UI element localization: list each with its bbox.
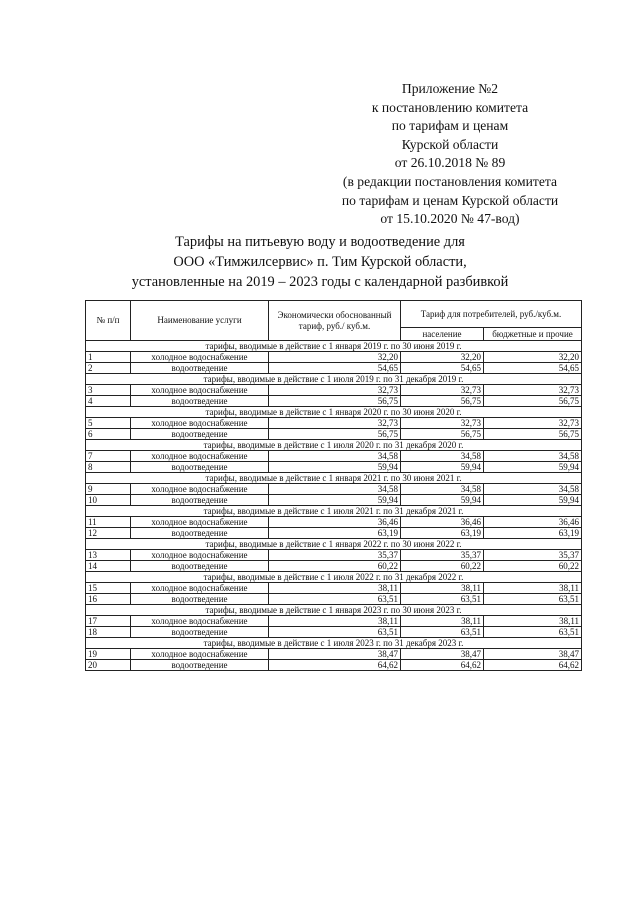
header-number: № п/п — [86, 301, 131, 341]
population-tariff-value: 64,62 — [401, 660, 484, 671]
period-row — [86, 506, 582, 517]
population-tariff-value: 36,46 — [401, 517, 484, 528]
budget-tariff-value: 32,73 — [484, 385, 582, 396]
row-number: 15 — [86, 583, 131, 594]
period-row — [86, 440, 582, 451]
budget-tariff-value: 36,46 — [484, 517, 582, 528]
table-row — [86, 385, 582, 396]
appendix-line: от 15.10.2020 № 47-вод) — [380, 211, 520, 227]
budget-tariff-value: 34,58 — [484, 451, 582, 462]
population-tariff-value: 38,11 — [401, 616, 484, 627]
tariff-table — [85, 300, 582, 671]
row-number: 8 — [86, 462, 131, 473]
service-name: водоотведение — [131, 429, 269, 440]
population-tariff-value: 32,73 — [401, 418, 484, 429]
period-label: тарифы, вводимые в действие с 1 января 2023 г. по 30 июня 2023 г. — [86, 605, 582, 616]
period-label: тарифы, вводимые в действие с 1 января 2021 г. по 30 июня 2021 г. — [86, 473, 582, 484]
table-row — [86, 649, 582, 660]
table-row — [86, 627, 582, 638]
period-label: тарифы, вводимые в действие с 1 июля 2023 г. по 31 декабря 2023 г. — [86, 638, 582, 649]
budget-tariff-value: 59,94 — [484, 462, 582, 473]
economic-tariff-value: 60,22 — [269, 561, 401, 572]
title-line: установленные на 2019 – 2023 годы с календарной разбивкой — [131, 274, 509, 290]
population-tariff-value: 32,20 — [401, 352, 484, 363]
economic-tariff-value: 59,94 — [269, 495, 401, 506]
appendix-line: от 26.10.2018 № 89 — [394, 155, 506, 171]
table-row — [86, 352, 582, 363]
economic-tariff-value: 38,47 — [269, 649, 401, 660]
period-row — [86, 473, 582, 484]
population-tariff-value: 34,58 — [401, 484, 484, 495]
table-row — [86, 495, 582, 506]
service-name: холодное водоснабжение — [131, 649, 269, 660]
title-line: Тарифы на питьевую воду и водоотведение для — [175, 234, 465, 250]
period-row — [86, 638, 582, 649]
row-number: 16 — [86, 594, 131, 605]
table-row — [86, 396, 582, 407]
service-name: водоотведение — [131, 396, 269, 407]
economic-tariff-value: 59,94 — [269, 462, 401, 473]
table-row — [86, 517, 582, 528]
population-tariff-value: 32,73 — [401, 385, 484, 396]
budget-tariff-value: 63,19 — [484, 528, 582, 539]
budget-tariff-value: 64,62 — [484, 660, 582, 671]
service-name: холодное водоснабжение — [131, 583, 269, 594]
row-number: 10 — [86, 495, 131, 506]
table-row — [86, 363, 582, 374]
population-tariff-value: 38,47 — [401, 649, 484, 660]
service-name: холодное водоснабжение — [131, 385, 269, 396]
service-name: холодное водоснабжение — [131, 352, 269, 363]
economic-tariff-value: 63,19 — [269, 528, 401, 539]
table-row — [86, 429, 582, 440]
appendix-line: Курской области — [401, 136, 499, 152]
service-name: холодное водоснабжение — [131, 418, 269, 429]
row-number: 17 — [86, 616, 131, 627]
population-tariff-value: 59,94 — [401, 495, 484, 506]
period-row — [86, 605, 582, 616]
period-row — [86, 407, 582, 418]
economic-tariff-value: 64,62 — [269, 660, 401, 671]
population-tariff-value: 60,22 — [401, 561, 484, 572]
header-population: население — [401, 328, 484, 341]
row-number: 18 — [86, 627, 131, 638]
header-budget: бюджетные и прочие — [484, 328, 582, 341]
period-label: тарифы, вводимые в действие с 1 января 2020 г. по 30 июня 2020 г. — [86, 407, 582, 418]
table-row — [86, 418, 582, 429]
economic-tariff-value: 38,11 — [269, 616, 401, 627]
economic-tariff-value: 36,46 — [269, 517, 401, 528]
service-name: водоотведение — [131, 561, 269, 572]
budget-tariff-value: 63,51 — [484, 627, 582, 638]
service-name: водоотведение — [131, 528, 269, 539]
row-number: 4 — [86, 396, 131, 407]
table-row — [86, 594, 582, 605]
period-label: тарифы, вводимые в действие с 1 января 2019 г. по 30 июня 2019 г. — [86, 341, 582, 352]
budget-tariff-value: 54,65 — [484, 363, 582, 374]
budget-tariff-value: 63,51 — [484, 594, 582, 605]
budget-tariff-value: 56,75 — [484, 429, 582, 440]
row-number: 20 — [86, 660, 131, 671]
budget-tariff-value: 56,75 — [484, 396, 582, 407]
economic-tariff-value: 38,11 — [269, 583, 401, 594]
budget-tariff-value: 38,11 — [484, 616, 582, 627]
economic-tariff-value: 56,75 — [269, 396, 401, 407]
economic-tariff-value: 63,51 — [269, 594, 401, 605]
population-tariff-value: 35,37 — [401, 550, 484, 561]
appendix-line: Приложение №2 — [401, 81, 499, 96]
appendix-line: (в редакции постановления комитета — [342, 173, 558, 189]
table-row — [86, 660, 582, 671]
service-name: водоотведение — [131, 594, 269, 605]
row-number: 14 — [86, 561, 131, 572]
service-name: холодное водоснабжение — [131, 616, 269, 627]
population-tariff-value: 34,58 — [401, 451, 484, 462]
period-row — [86, 572, 582, 583]
table-row — [86, 616, 582, 627]
period-label: тарифы, вводимые в действие с 1 июля 2019 г. по 31 декабря 2019 г. — [86, 374, 582, 385]
economic-tariff-value: 32,73 — [269, 385, 401, 396]
economic-tariff-value: 35,37 — [269, 550, 401, 561]
population-tariff-value: 63,51 — [401, 627, 484, 638]
table-row — [86, 561, 582, 572]
title-line: ООО «Тимжилсервис» п. Тим Курской области, — [173, 254, 467, 270]
appendix-line: по тарифам и ценам Курской области — [341, 192, 559, 208]
document-title — [40, 232, 600, 292]
table-row — [86, 550, 582, 561]
row-number: 6 — [86, 429, 131, 440]
economic-tariff-value: 32,20 — [269, 352, 401, 363]
population-tariff-value: 59,94 — [401, 462, 484, 473]
economic-tariff-value: 34,58 — [269, 484, 401, 495]
table-row — [86, 462, 582, 473]
population-tariff-value: 56,75 — [401, 396, 484, 407]
population-tariff-value: 63,51 — [401, 594, 484, 605]
economic-tariff-value: 56,75 — [269, 429, 401, 440]
population-tariff-value: 63,19 — [401, 528, 484, 539]
table-row — [86, 484, 582, 495]
period-label: тарифы, вводимые в действие с 1 июля 2022 г. по 31 декабря 2022 г. — [86, 572, 582, 583]
period-row — [86, 539, 582, 550]
row-number: 1 — [86, 352, 131, 363]
row-number: 12 — [86, 528, 131, 539]
row-number: 19 — [86, 649, 131, 660]
row-number: 13 — [86, 550, 131, 561]
appendix-line: по тарифам и ценам — [391, 118, 509, 134]
population-tariff-value: 56,75 — [401, 429, 484, 440]
economic-tariff-value: 34,58 — [269, 451, 401, 462]
row-number: 3 — [86, 385, 131, 396]
service-name: холодное водоснабжение — [131, 550, 269, 561]
economic-tariff-value: 54,65 — [269, 363, 401, 374]
period-row — [86, 341, 582, 352]
budget-tariff-value: 38,11 — [484, 583, 582, 594]
header-consumer-tariff: Тариф для потребителей, руб./куб.м. — [401, 301, 582, 328]
budget-tariff-value: 32,20 — [484, 352, 582, 363]
service-name: холодное водоснабжение — [131, 451, 269, 462]
service-name: холодное водоснабжение — [131, 484, 269, 495]
appendix-line: к постановлению комитета — [371, 99, 529, 115]
service-name: водоотведение — [131, 462, 269, 473]
budget-tariff-value: 34,58 — [484, 484, 582, 495]
row-number: 2 — [86, 363, 131, 374]
period-label: тарифы, вводимые в действие с 1 января 2022 г. по 30 июня 2022 г. — [86, 539, 582, 550]
budget-tariff-value: 35,37 — [484, 550, 582, 561]
row-number: 11 — [86, 517, 131, 528]
period-row — [86, 374, 582, 385]
row-number: 9 — [86, 484, 131, 495]
table-row — [86, 451, 582, 462]
service-name: водоотведение — [131, 363, 269, 374]
budget-tariff-value: 60,22 — [484, 561, 582, 572]
service-name: водоотведение — [131, 495, 269, 506]
budget-tariff-value: 32,73 — [484, 418, 582, 429]
service-name: водоотведение — [131, 627, 269, 638]
economic-tariff-value: 63,51 — [269, 627, 401, 638]
population-tariff-value: 38,11 — [401, 583, 484, 594]
appendix-block — [300, 80, 600, 229]
budget-tariff-value: 38,47 — [484, 649, 582, 660]
header-economic-tariff: Экономически обоснованный тариф, руб./ куб.м. — [269, 301, 401, 341]
budget-tariff-value: 59,94 — [484, 495, 582, 506]
table-row — [86, 583, 582, 594]
population-tariff-value: 54,65 — [401, 363, 484, 374]
row-number: 5 — [86, 418, 131, 429]
service-name: холодное водоснабжение — [131, 517, 269, 528]
row-number: 7 — [86, 451, 131, 462]
period-label: тарифы, вводимые в действие с 1 июля 2021 г. по 31 декабря 2021 г. — [86, 506, 582, 517]
header-service-name: Наименование услуги — [131, 301, 269, 341]
economic-tariff-value: 32,73 — [269, 418, 401, 429]
period-label: тарифы, вводимые в действие с 1 июля 2020 г. по 31 декабря 2020 г. — [86, 440, 582, 451]
service-name: водоотведение — [131, 660, 269, 671]
table-row — [86, 528, 582, 539]
tariff-table-body — [86, 341, 582, 671]
